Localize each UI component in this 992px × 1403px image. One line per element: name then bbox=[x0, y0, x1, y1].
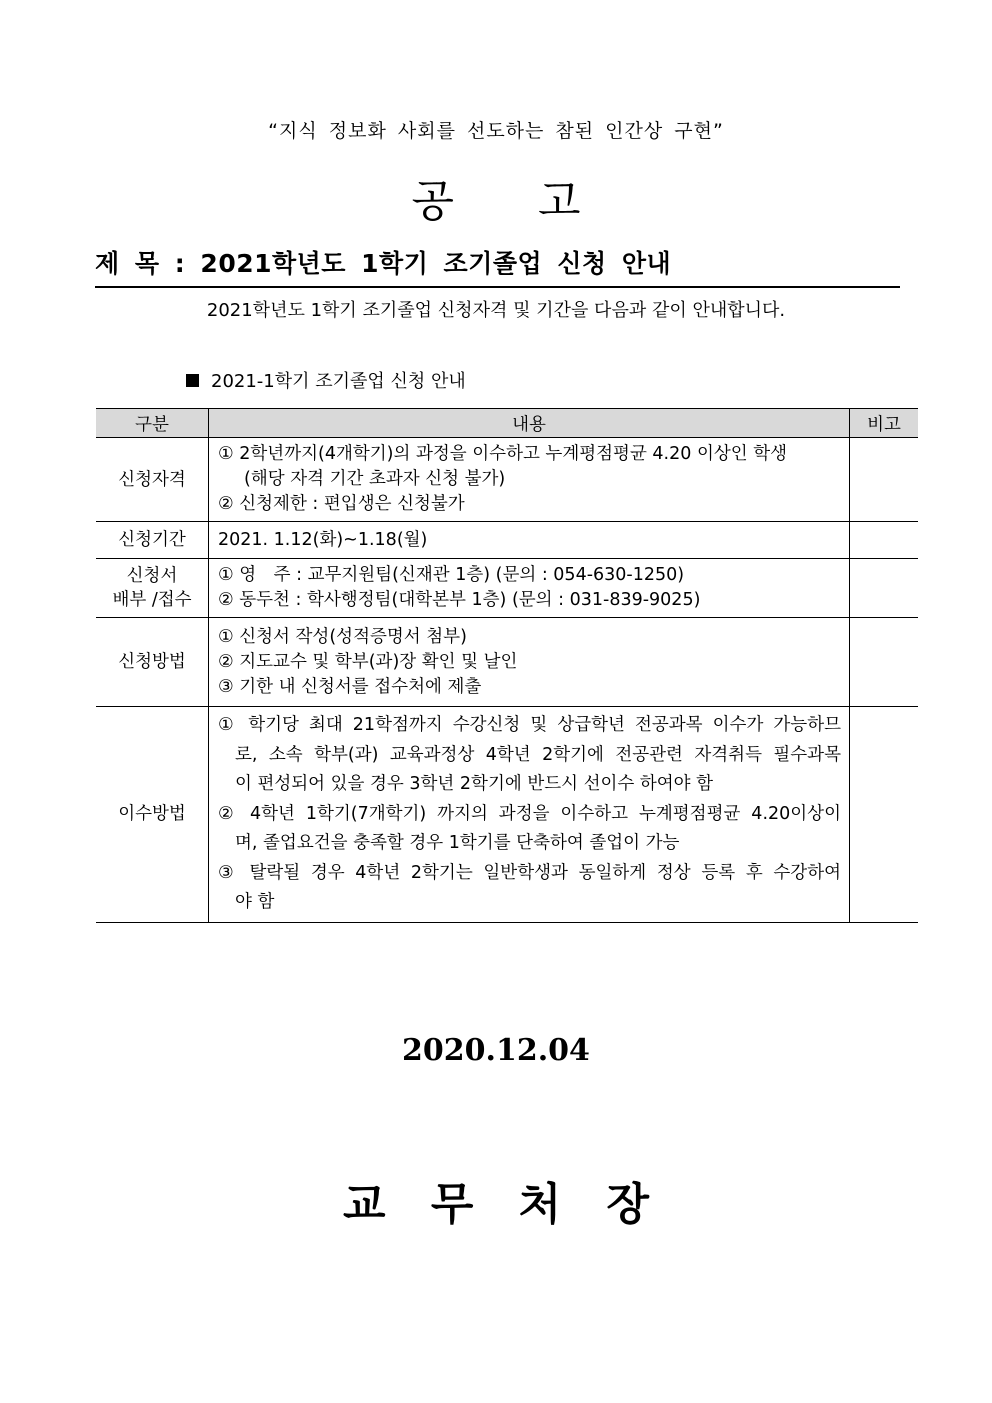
table-row bbox=[96, 559, 918, 618]
row-category: 신청방법 bbox=[96, 618, 209, 707]
content-line: ② 동두천 : 학사행정팀(대학본부 1층) (문의 : 031-839-9025) bbox=[218, 590, 701, 610]
content-line: 로, 소속 학부(과) 교육과정상 4학년 2학기에 전공관련 자격취득 필수과목 bbox=[235, 744, 841, 765]
content-line: 며, 졸업요건을 충족할 경우 1학기를 단축하여 졸업이 가능 bbox=[235, 833, 680, 853]
content-line: ① 2학년까지(4개학기)의 과정을 이수하고 누계평점평균 4.20 이상인 학생 bbox=[218, 444, 788, 464]
header-note: 비고 bbox=[850, 409, 919, 438]
intro-text: 2021학년도 1학기 조기졸업 신청자격 및 기간을 다음과 같이 안내합니다. bbox=[206, 300, 786, 321]
section-heading bbox=[186, 367, 466, 393]
row-note bbox=[850, 522, 919, 559]
row-category bbox=[96, 559, 209, 618]
page-title: 공 고 bbox=[411, 176, 581, 227]
subject-text: 2021학년도 1학기 조기졸업 신청 안내 bbox=[200, 249, 672, 278]
header-content: 내용 bbox=[209, 409, 850, 438]
content-line: ② 신청제한 : 편입생은 신청불가 bbox=[218, 494, 465, 514]
table-row bbox=[96, 707, 918, 923]
content-line: ③ 탈락될 경우 4학년 2학기는 일반학생과 동일하게 정상 등록 후 수강하여 bbox=[218, 862, 841, 883]
content-line: ② 4학년 1학기(7개학기) 까지의 과정을 이수하고 누계평점평균 4.20이상이 bbox=[218, 803, 841, 824]
row-note bbox=[850, 618, 919, 707]
black-square-icon bbox=[186, 374, 199, 387]
content-line: 야 함 bbox=[235, 892, 275, 912]
content-line: 이 편성되어 있을 경우 3학년 2학기에 반드시 선이수 하여야 함 bbox=[235, 774, 714, 794]
section-title: 2021-1학기 조기졸업 신청 안내 bbox=[211, 371, 466, 392]
content-line: ① 영 주 : 교무지원팀(신재관 1층) (문의 : 054-630-1250) bbox=[218, 565, 685, 585]
row-content bbox=[209, 438, 850, 522]
table-row bbox=[96, 522, 918, 559]
content-line: ② 지도교수 및 학부(과)장 확인 및 날인 bbox=[218, 651, 518, 672]
content-line: ① 신청서 작성(성적증명서 첨부) bbox=[218, 626, 467, 647]
row-content bbox=[209, 559, 850, 618]
subject-line bbox=[95, 244, 900, 288]
table-header-row bbox=[96, 409, 918, 438]
row-category: 이수방법 bbox=[96, 707, 209, 923]
category-line: 배부 /접수 bbox=[112, 590, 192, 610]
row-content bbox=[209, 618, 850, 707]
content-line: 2021. 1.12(화)~1.18(월) bbox=[218, 529, 428, 550]
content-line: ① 학기당 최대 21학점까지 수강신청 및 상급학년 전공과목 이수가 가능하므 bbox=[218, 715, 841, 735]
row-note bbox=[850, 707, 919, 923]
row-content bbox=[209, 707, 850, 923]
row-content bbox=[209, 522, 850, 559]
notice-date: 2020.12.04 bbox=[402, 1033, 590, 1068]
row-category: 신청자격 bbox=[96, 438, 209, 522]
row-note bbox=[850, 559, 919, 618]
category-line: 신청서 bbox=[126, 566, 178, 586]
content-line: ③ 기한 내 신청서를 접수처에 제출 bbox=[218, 676, 482, 697]
row-note bbox=[850, 438, 919, 522]
table-row bbox=[96, 618, 918, 707]
content-line: (해당 자격 기간 초과자 신청 불가) bbox=[244, 469, 506, 489]
notice-table bbox=[96, 408, 918, 923]
header-category: 구분 bbox=[96, 409, 209, 438]
issuer-signature: 교 무 처 장 bbox=[343, 1179, 649, 1230]
row-category: 신청기간 bbox=[96, 522, 209, 559]
motto: “지식 정보화 사회를 선도하는 참된 인간상 구현” bbox=[268, 120, 724, 142]
subject-label: 제 목 : bbox=[95, 249, 201, 278]
table-row bbox=[96, 438, 918, 522]
